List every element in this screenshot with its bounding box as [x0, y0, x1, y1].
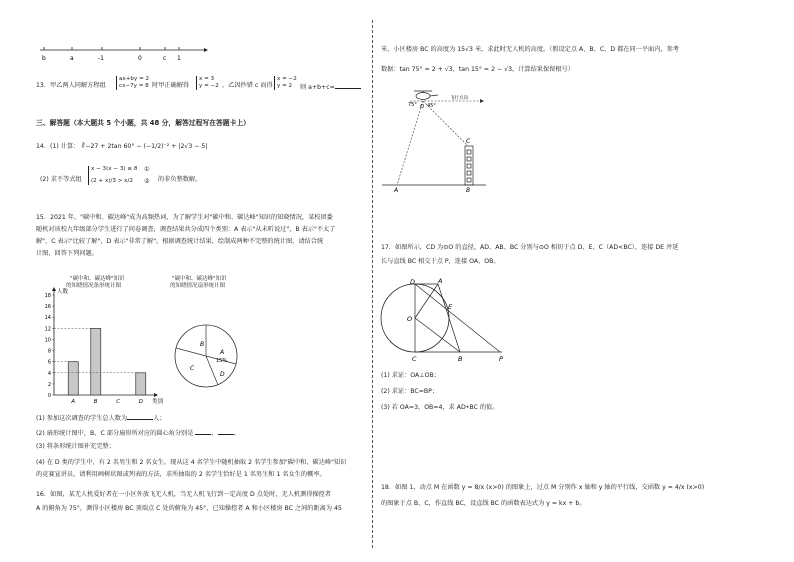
q15-question-4-line1: (4) 在 D 类的学生中，有 2 名男生和 2 名女生，现从这 4 名学生中随机抽取 2 名学生参加"碳中和、碳达峰"知识 — [36, 459, 347, 466]
pie-label-a: A — [220, 349, 225, 356]
bar-B — [91, 328, 101, 395]
q15-q1-blank[interactable] — [127, 413, 153, 420]
q14-part2-prefix: (2) 求不等式组 — [40, 176, 82, 183]
bar-category-label-A: A — [71, 399, 76, 405]
fig17-label-p: P — [499, 355, 503, 363]
q13-suffix — [300, 82, 361, 92]
nl-label-a: a — [70, 55, 74, 62]
bar-ytick-label-4: 4 — [47, 370, 51, 377]
pie-sector-line-4 — [176, 348, 206, 356]
pie-chart — [170, 320, 242, 392]
q15-line4: 计图，回答下列问题。 — [36, 250, 98, 257]
helicopter-icon — [414, 91, 438, 100]
q14-part1 — [36, 143, 207, 151]
q13-mid: 时甲正确解得 — [152, 82, 190, 89]
fig17-label-d: D — [410, 278, 416, 286]
fig16-label-75: 75° — [408, 102, 417, 108]
fig17-line-ob — [415, 318, 460, 352]
bar-D — [136, 373, 146, 395]
pie-label-pct: 15% — [216, 358, 228, 364]
q15-line1: 15．2021 年，"碳中和、碳达峰"成为高频热词，为了解学生对"碳中和、碳达峰"知识的知晓情况，某校团委 — [36, 214, 333, 221]
bar-ytick-label-8: 8 — [47, 348, 51, 355]
q13-suffix-text: 则 a+b+c= — [300, 84, 335, 91]
q15-q2-blank-c[interactable] — [218, 428, 234, 435]
figure-16 — [380, 84, 500, 194]
bar-A — [68, 362, 78, 395]
q15-q2-suffix: 。 — [233, 430, 240, 437]
building-bc — [465, 146, 473, 185]
q17-part2: (2) 求证：BC=BP； — [381, 388, 439, 395]
bar-ytick-label-0: 0 — [47, 393, 51, 399]
q16-line1: 16．如图，某无人机爱好者在一小区外放飞无人机，当无人机飞行到一定高度 D 点处时，无人机测得操控者 — [36, 491, 332, 498]
fig16-label-45: 45° — [427, 103, 436, 109]
fig17-label-e: E — [448, 303, 453, 311]
nl-label-b: b — [42, 55, 46, 62]
fig17-line-ab — [438, 284, 460, 352]
bar-x-arrow — [154, 393, 158, 397]
bar-category-label-D: D — [138, 399, 143, 405]
pie-label-c: C — [190, 365, 195, 372]
q16-cont-line1: 米，小区楼房 BC 的高度为 15√3 米，求此时无人机的高度。（假设定点 A、B、C、D 都在同一平面内，参考 — [381, 46, 679, 53]
q13-mid2: ，乙因抄错 c 而得 — [222, 82, 273, 89]
nl-label-0: 0 — [138, 55, 142, 62]
bar-category-label-C: C — [116, 399, 121, 405]
fig16-label-b: B — [466, 187, 471, 194]
q13-sol1 — [196, 76, 219, 90]
bar-chart-title-1: "碳中和、碳达峰"知识 — [70, 276, 125, 282]
nl-label-1: 1 — [177, 55, 181, 62]
fig17-line-oa — [415, 284, 438, 318]
q13-sol2-y: y = 2 — [277, 83, 293, 89]
q13-system — [116, 76, 149, 90]
number-line — [38, 42, 208, 62]
q17-line1: 17．如图所示，CD 为⊙O 的直径，AD、AB、BC 分别与⊙O 相切于点 D、E、C（AD<BC），连接 DE 并延 — [381, 244, 679, 251]
q15-line3: 解"，C 表示"比较了解"，D 表示"非常了解"。根据调查统计结果，绘制成两种不完整的统计图，请结合统 — [36, 238, 324, 245]
q13-sol2-x: x = −2 — [277, 76, 297, 82]
pie-label-d: D — [220, 371, 225, 378]
nl-label-neg1: -1 — [98, 55, 104, 62]
q15-line2: 随机对该校九年级部分学生进行了问卷调查，调查结果共分成四个类别：A 表示"从未听说过"，B 表示"不太了 — [36, 226, 336, 233]
q16-cont-line2: 数据：tan 75° = 2 + √3，tan 15° = 2 − √3，计算结果保留根号） — [381, 66, 574, 73]
bar-chart-title-2: 的知晓情况条形统计图 — [66, 283, 122, 289]
bar-ylabel: 人数 — [57, 289, 69, 295]
fig16-line-da — [397, 101, 423, 185]
q16-line2: A 的俯角为 75°，测得小区楼房 BC 顶端点 C 处的俯角为 45°，已知操控者 A 和小区楼房 BC 之间的距离为 45 — [36, 505, 342, 512]
bar-ytick-label-16: 16 — [44, 304, 51, 311]
pie-chart-title-1: "碳中和、碳达峰"知识 — [172, 276, 227, 282]
bar-ytick-label-12: 12 — [44, 326, 51, 333]
bar-ytick-label-18: 18 — [44, 293, 51, 299]
fig17-label-a: A — [438, 277, 443, 285]
q14-part2-suffix: 的非负整数解。 — [158, 176, 202, 183]
q14-part1-prefix: 14．(1) 计算： — [36, 143, 80, 150]
column-divider — [372, 20, 373, 548]
section3-heading: 三、解答题（本大题共 5 个小题，共 48 分，解答过程写在答题卡上） — [36, 119, 250, 127]
q13-eq2: cx−7y = 8 — [119, 83, 149, 89]
q15-q1-suffix: 人； — [153, 415, 166, 422]
q14-mark1: ① — [144, 166, 150, 173]
fig17-label-c: C — [412, 355, 417, 363]
fig17-label-b: B — [458, 355, 463, 363]
q13-sol1-x: x = 3 — [199, 76, 215, 82]
q15-question-1 — [36, 413, 166, 423]
bar-y-arrow — [52, 287, 56, 291]
bar-ytick-label-14: 14 — [44, 315, 51, 322]
pie-chart-title-2: 的知晓情况扇形统计图 — [170, 283, 226, 289]
bar-ytick-label-2: 2 — [47, 381, 51, 388]
q15-q2-blank-b[interactable] — [195, 428, 211, 435]
q13-eq1: ax+by = 2 — [119, 76, 150, 82]
q18-line1: 18．如图 1，动点 M 在函数 y = 8/x (x>0) 的图象上，过点 M 分别作 x 轴和 y 轴的平行线，交函数 y = 4/x (x>0) — [381, 484, 705, 491]
nl-label-c: c — [163, 55, 167, 62]
bar-category-label-B: B — [93, 399, 98, 405]
fig16-label-dir: 飞行方向 — [450, 96, 468, 101]
q14-system — [88, 166, 137, 185]
q15-question-2: (2) 扇形统计图中，B、C 部分扇形所对应的圆心角分别是 、 。 — [36, 430, 240, 437]
q17-line2: 长与直线 BC 相交于点 P，连接 OA、OB。 — [381, 258, 500, 265]
q14-ineq2: (2 + x)/3 > x/2 — [91, 178, 133, 184]
q13-answer-blank[interactable] — [335, 82, 361, 89]
fig17-line-dp — [415, 284, 500, 352]
bar-xlabel: 类别 — [152, 399, 164, 405]
bar-ytick-label-10: 10 — [44, 337, 51, 344]
fig16-label-c: C — [466, 138, 471, 145]
bar-chart — [36, 285, 166, 405]
q18-line2: 的图象于点 B、C，作直线 BC，设直线 BC 的函数表达式为 y = kx + b。 — [381, 500, 586, 507]
figure-17 — [380, 276, 510, 366]
q15-question-4-line2: 的竞赛宣讲员，请利用画树状图或列表的方法，求所抽取的 2 名学生恰好是 1 名男生和 1 名女生的概率。 — [36, 471, 326, 478]
pie-label-b: B — [200, 341, 205, 348]
q15-question-3: (3) 将条形统计图补充完整； — [36, 443, 115, 450]
q14-ineq1: x − 3(x − 3) ≤ 8 — [91, 166, 138, 172]
q17-part1: (1) 求证：OA⊥OB； — [381, 372, 440, 379]
q13-sol1-y: y = −2 — [199, 83, 219, 89]
q15-q1-text: (1) 参加这次调查的学生总人数为 — [36, 415, 128, 422]
fig16-label-a: A — [394, 187, 399, 194]
q13-sol2 — [274, 76, 297, 90]
fig17-label-o: O — [407, 315, 413, 323]
bar-ytick-label-6: 6 — [47, 359, 51, 366]
q14-mark2: ② — [144, 178, 150, 185]
fig16-label-d: D — [420, 104, 425, 110]
q14-part1-expr: ∛−27 + 2tan 60° − (−1/2)⁻² + |2√3 − 5| — [81, 143, 208, 150]
q15-q2-text: (2) 扇形统计图中，B、C 部分扇形所对应的圆心角分别是 — [36, 430, 194, 437]
q17-part3: (3) 若 OA=3，OB=4，求 AD•BC 的值。 — [381, 404, 499, 411]
q13-prefix: 13．甲乙两人同解方程组 — [36, 82, 106, 89]
